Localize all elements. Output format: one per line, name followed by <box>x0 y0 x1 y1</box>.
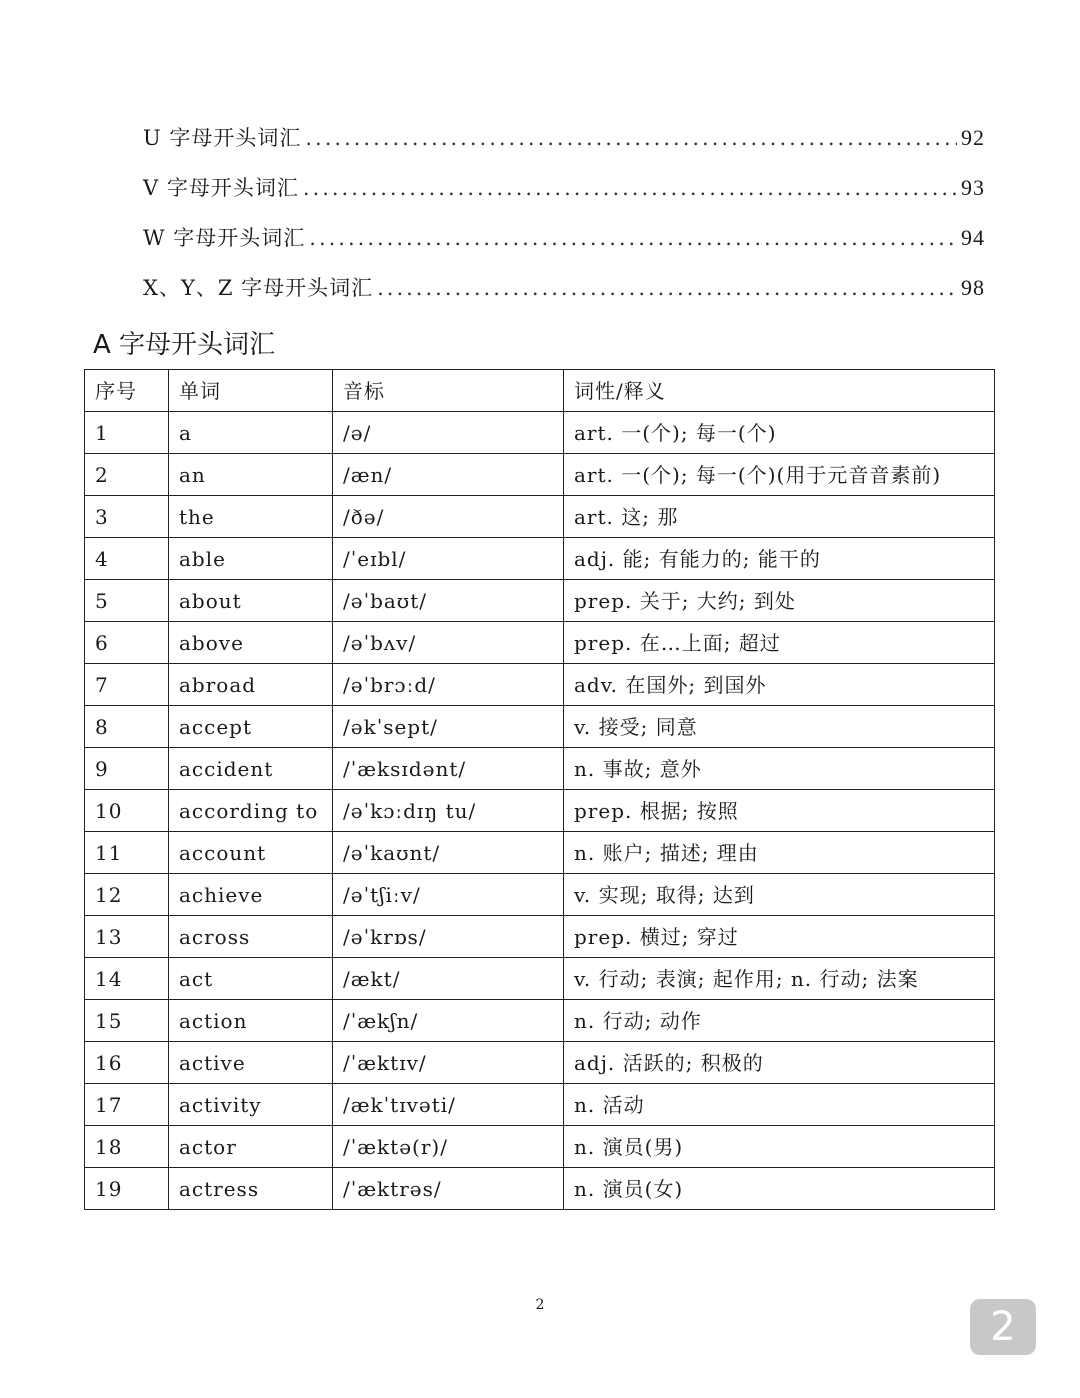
page-number: 2 <box>535 1297 545 1313</box>
cell-phonetic: /əˈbʌv/ <box>333 622 564 664</box>
header-index: 序号 <box>85 370 169 412</box>
cell-phonetic: /ækˈtɪvəti/ <box>333 1084 564 1126</box>
cell-definition: prep. 在…上面; 超过 <box>564 622 995 664</box>
table-body <box>85 412 995 1210</box>
cell-phonetic: /əˈkaʊnt/ <box>333 832 564 874</box>
cell-word: action <box>169 1000 333 1042</box>
cell-definition: v. 行动; 表演; 起作用; n. 行动; 法案 <box>564 958 995 1000</box>
header-phonetic: 音标 <box>333 370 564 412</box>
cell-definition: adv. 在国外; 到国外 <box>564 664 995 706</box>
cell-phonetic: /ˈæktə(r)/ <box>333 1126 564 1168</box>
table-row <box>85 1126 995 1168</box>
cell-phonetic: /ˈæksɪdənt/ <box>333 748 564 790</box>
cell-index: 9 <box>85 748 169 790</box>
cell-index: 12 <box>85 874 169 916</box>
cell-definition: n. 账户; 描述; 理由 <box>564 832 995 874</box>
toc-entry-page: 98 <box>961 275 985 300</box>
toc-entry-page: 94 <box>961 225 985 250</box>
cell-word: an <box>169 454 333 496</box>
cell-index: 5 <box>85 580 169 622</box>
table-row <box>85 832 995 874</box>
cell-definition: n. 事故; 意外 <box>564 748 995 790</box>
toc-entry[interactable] <box>143 122 985 172</box>
cell-word: account <box>169 832 333 874</box>
table-row <box>85 1084 995 1126</box>
toc-dot-leader <box>305 126 957 150</box>
toc-entry-title: U 字母开头词汇 <box>143 126 302 150</box>
table-row <box>85 706 995 748</box>
toc-entry-title: W 字母开头词汇 <box>143 226 306 250</box>
page-badge[interactable]: 2 <box>970 1299 1036 1355</box>
cell-index: 15 <box>85 1000 169 1042</box>
cell-definition: prep. 根据; 按照 <box>564 790 995 832</box>
toc-entry-title: V 字母开头词汇 <box>143 176 299 200</box>
table-row <box>85 454 995 496</box>
cell-index: 14 <box>85 958 169 1000</box>
table-row <box>85 748 995 790</box>
cell-definition: prep. 横过; 穿过 <box>564 916 995 958</box>
table-row <box>85 412 995 454</box>
cell-phonetic: /æn/ <box>333 454 564 496</box>
table-of-contents <box>143 122 985 322</box>
cell-phonetic: /ˈæktrəs/ <box>333 1168 564 1210</box>
cell-index: 17 <box>85 1084 169 1126</box>
table-row <box>85 496 995 538</box>
cell-phonetic: /əkˈsept/ <box>333 706 564 748</box>
table-header-row <box>85 370 995 412</box>
cell-index: 6 <box>85 622 169 664</box>
cell-phonetic: /ðə/ <box>333 496 564 538</box>
toc-dot-leader <box>377 276 957 300</box>
cell-index: 7 <box>85 664 169 706</box>
cell-definition: n. 行动; 动作 <box>564 1000 995 1042</box>
cell-word: above <box>169 622 333 664</box>
cell-word: active <box>169 1042 333 1084</box>
toc-entry[interactable] <box>143 172 985 222</box>
cell-word: able <box>169 538 333 580</box>
cell-definition: adj. 活跃的; 积极的 <box>564 1042 995 1084</box>
cell-definition: v. 接受; 同意 <box>564 706 995 748</box>
header-definition: 词性/释义 <box>564 370 995 412</box>
toc-entry[interactable] <box>143 222 985 272</box>
cell-word: a <box>169 412 333 454</box>
cell-index: 13 <box>85 916 169 958</box>
cell-definition: prep. 关于; 大约; 到处 <box>564 580 995 622</box>
cell-word: abroad <box>169 664 333 706</box>
cell-definition: art. 一(个); 每一(个)(用于元音音素前) <box>564 454 995 496</box>
cell-word: achieve <box>169 874 333 916</box>
cell-definition: v. 实现; 取得; 达到 <box>564 874 995 916</box>
cell-index: 1 <box>85 412 169 454</box>
cell-definition: n. 演员(女) <box>564 1168 995 1210</box>
table-row <box>85 1042 995 1084</box>
cell-definition: n. 演员(男) <box>564 1126 995 1168</box>
cell-index: 3 <box>85 496 169 538</box>
cell-index: 11 <box>85 832 169 874</box>
table-row <box>85 1000 995 1042</box>
cell-index: 2 <box>85 454 169 496</box>
toc-entry[interactable] <box>143 272 985 322</box>
toc-dot-leader <box>303 176 957 200</box>
cell-phonetic: /əˈbrɔːd/ <box>333 664 564 706</box>
table-row <box>85 874 995 916</box>
cell-definition: art. 这; 那 <box>564 496 995 538</box>
cell-phonetic: /ˈeɪbl/ <box>333 538 564 580</box>
table-row <box>85 580 995 622</box>
cell-word: act <box>169 958 333 1000</box>
cell-word: actress <box>169 1168 333 1210</box>
cell-word: accept <box>169 706 333 748</box>
cell-index: 4 <box>85 538 169 580</box>
cell-phonetic: /əˈkrɒs/ <box>333 916 564 958</box>
cell-definition: adj. 能; 有能力的; 能干的 <box>564 538 995 580</box>
cell-phonetic: /əˈkɔːdɪŋ tu/ <box>333 790 564 832</box>
cell-phonetic: /əˈbaʊt/ <box>333 580 564 622</box>
header-word: 单词 <box>169 370 333 412</box>
toc-dot-leader <box>309 226 957 250</box>
cell-phonetic: /ækt/ <box>333 958 564 1000</box>
cell-index: 18 <box>85 1126 169 1168</box>
cell-index: 10 <box>85 790 169 832</box>
toc-entry-page: 93 <box>961 175 985 200</box>
cell-index: 19 <box>85 1168 169 1210</box>
table-row <box>85 958 995 1000</box>
cell-definition: n. 活动 <box>564 1084 995 1126</box>
cell-word: about <box>169 580 333 622</box>
table-row <box>85 622 995 664</box>
table-row <box>85 790 995 832</box>
cell-phonetic: /ə/ <box>333 412 564 454</box>
cell-phonetic: /əˈtʃiːv/ <box>333 874 564 916</box>
cell-word: across <box>169 916 333 958</box>
table-row <box>85 1168 995 1210</box>
cell-phonetic: /ˈækʃn/ <box>333 1000 564 1042</box>
toc-entry-page: 92 <box>961 125 985 150</box>
table-row <box>85 664 995 706</box>
cell-definition: art. 一(个); 每一(个) <box>564 412 995 454</box>
cell-phonetic: /ˈæktɪv/ <box>333 1042 564 1084</box>
cell-word: accident <box>169 748 333 790</box>
vocabulary-table <box>84 369 995 1210</box>
table-row <box>85 538 995 580</box>
cell-word: actor <box>169 1126 333 1168</box>
cell-word: according to <box>169 790 333 832</box>
cell-word: activity <box>169 1084 333 1126</box>
cell-word: the <box>169 496 333 538</box>
table-row <box>85 916 995 958</box>
section-heading: A 字母开头词汇 <box>93 330 276 360</box>
cell-index: 8 <box>85 706 169 748</box>
toc-entry-title: X、Y、Z 字母开头词汇 <box>143 276 374 300</box>
cell-index: 16 <box>85 1042 169 1084</box>
